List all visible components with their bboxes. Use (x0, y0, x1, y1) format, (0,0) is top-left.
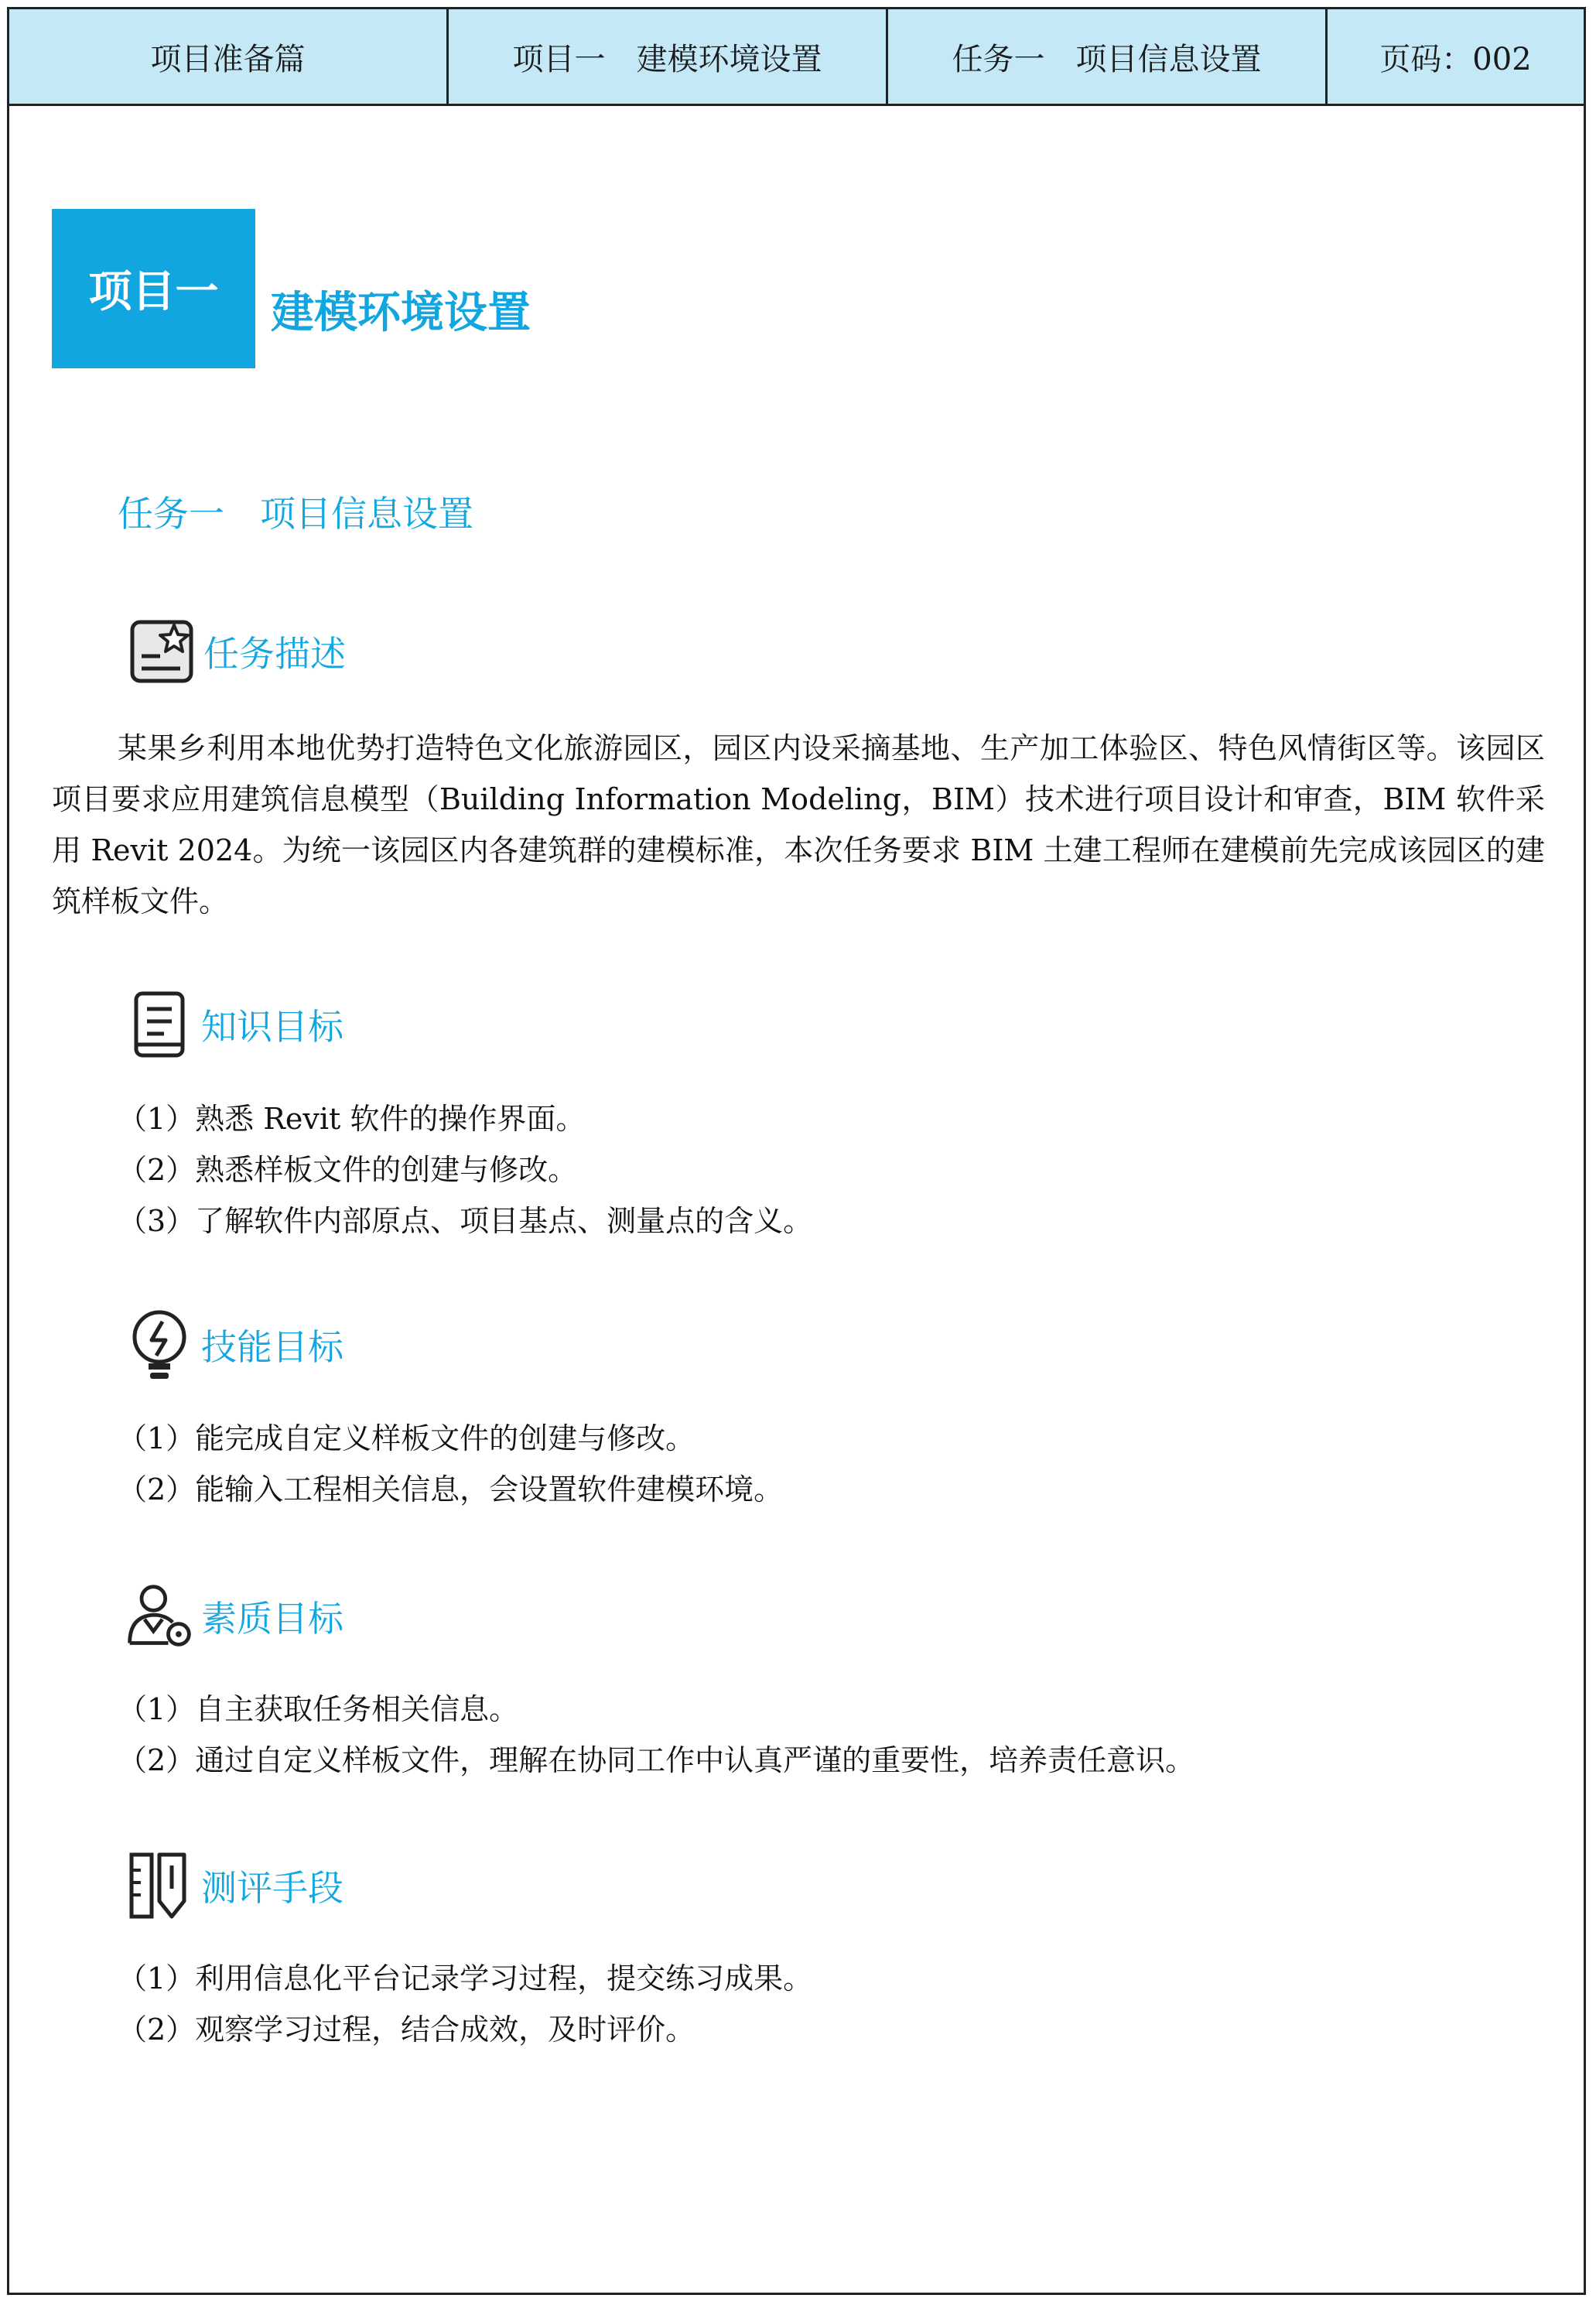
header-project: 项目一 建模环境设置 (449, 9, 888, 104)
section-description-title: 任务描述 (203, 633, 346, 675)
assessment-list (118, 1953, 812, 2055)
ruler-pencil-icon (124, 1850, 195, 1921)
section-description-heading (126, 616, 346, 687)
person-gear-icon (124, 1581, 195, 1652)
list-item: （2）熟悉样板文件的创建与修改。 (118, 1153, 578, 1187)
section-assessment-heading (124, 1850, 343, 1921)
project-badge: 项目一 (52, 209, 255, 368)
list-item: （2）能输入工程相关信息，会设置软件建模环境。 (118, 1472, 784, 1506)
section-quality-heading (124, 1581, 343, 1652)
list-item: （2）观察学习过程，结合成效，及时评价。 (118, 2013, 695, 2047)
list-item: （1）熟悉 Revit 软件的操作界面。 (118, 1102, 586, 1136)
section-skills-heading (124, 1309, 343, 1380)
list-item: （1）自主获取任务相关信息。 (118, 1692, 519, 1726)
section-skills-title: 技能目标 (201, 1326, 343, 1368)
list-item: （2）通过自定义样板文件，理解在协同工作中认真严谨的重要性，培养责任意识。 (118, 1743, 1195, 1777)
list-item: （1）能完成自定义样板文件的创建与修改。 (118, 1421, 695, 1455)
project-title: 建模环境设置 (271, 288, 531, 338)
description-paragraph: 某果乡利用本地优势打造特色文化旅游园区，园区内设采摘基地、生产加工体验区、特色风情街区等。该园区项目要求应用建筑信息模型（Building Information Modeling，BIM）技术进行项目设计和审查，BIM 软件采用 Revit 2024。为统一该园区内各建筑群的建模标准，本次任务要求 BIM 土建工程师在建模前先完成该园区的建筑样板文件。 (52, 731, 1545, 918)
section-knowledge-title: 知识目标 (201, 1006, 343, 1048)
lightbulb-icon (124, 1309, 195, 1380)
list-item: （1）利用信息化平台记录学习过程，提交练习成果。 (118, 1961, 813, 1996)
section-knowledge-heading (124, 989, 343, 1060)
list-item: （3）了解软件内部原点、项目基点、测量点的含义。 (118, 1204, 813, 1238)
page-header (7, 7, 1586, 106)
header-part: 项目准备篇 (9, 9, 449, 104)
header-page-number: 页码：002 (1379, 41, 1532, 77)
header-task: 任务一 项目信息设置 (888, 9, 1328, 104)
book-icon (124, 989, 195, 1060)
quality-list (118, 1684, 1194, 1786)
star-card-icon (126, 616, 197, 687)
task-heading: 任务一 项目信息设置 (118, 493, 473, 535)
section-assessment-title: 测评手段 (201, 1867, 343, 1909)
knowledge-list (118, 1093, 812, 1247)
section-quality-title: 素质目标 (201, 1598, 343, 1640)
skills-list (118, 1413, 783, 1515)
